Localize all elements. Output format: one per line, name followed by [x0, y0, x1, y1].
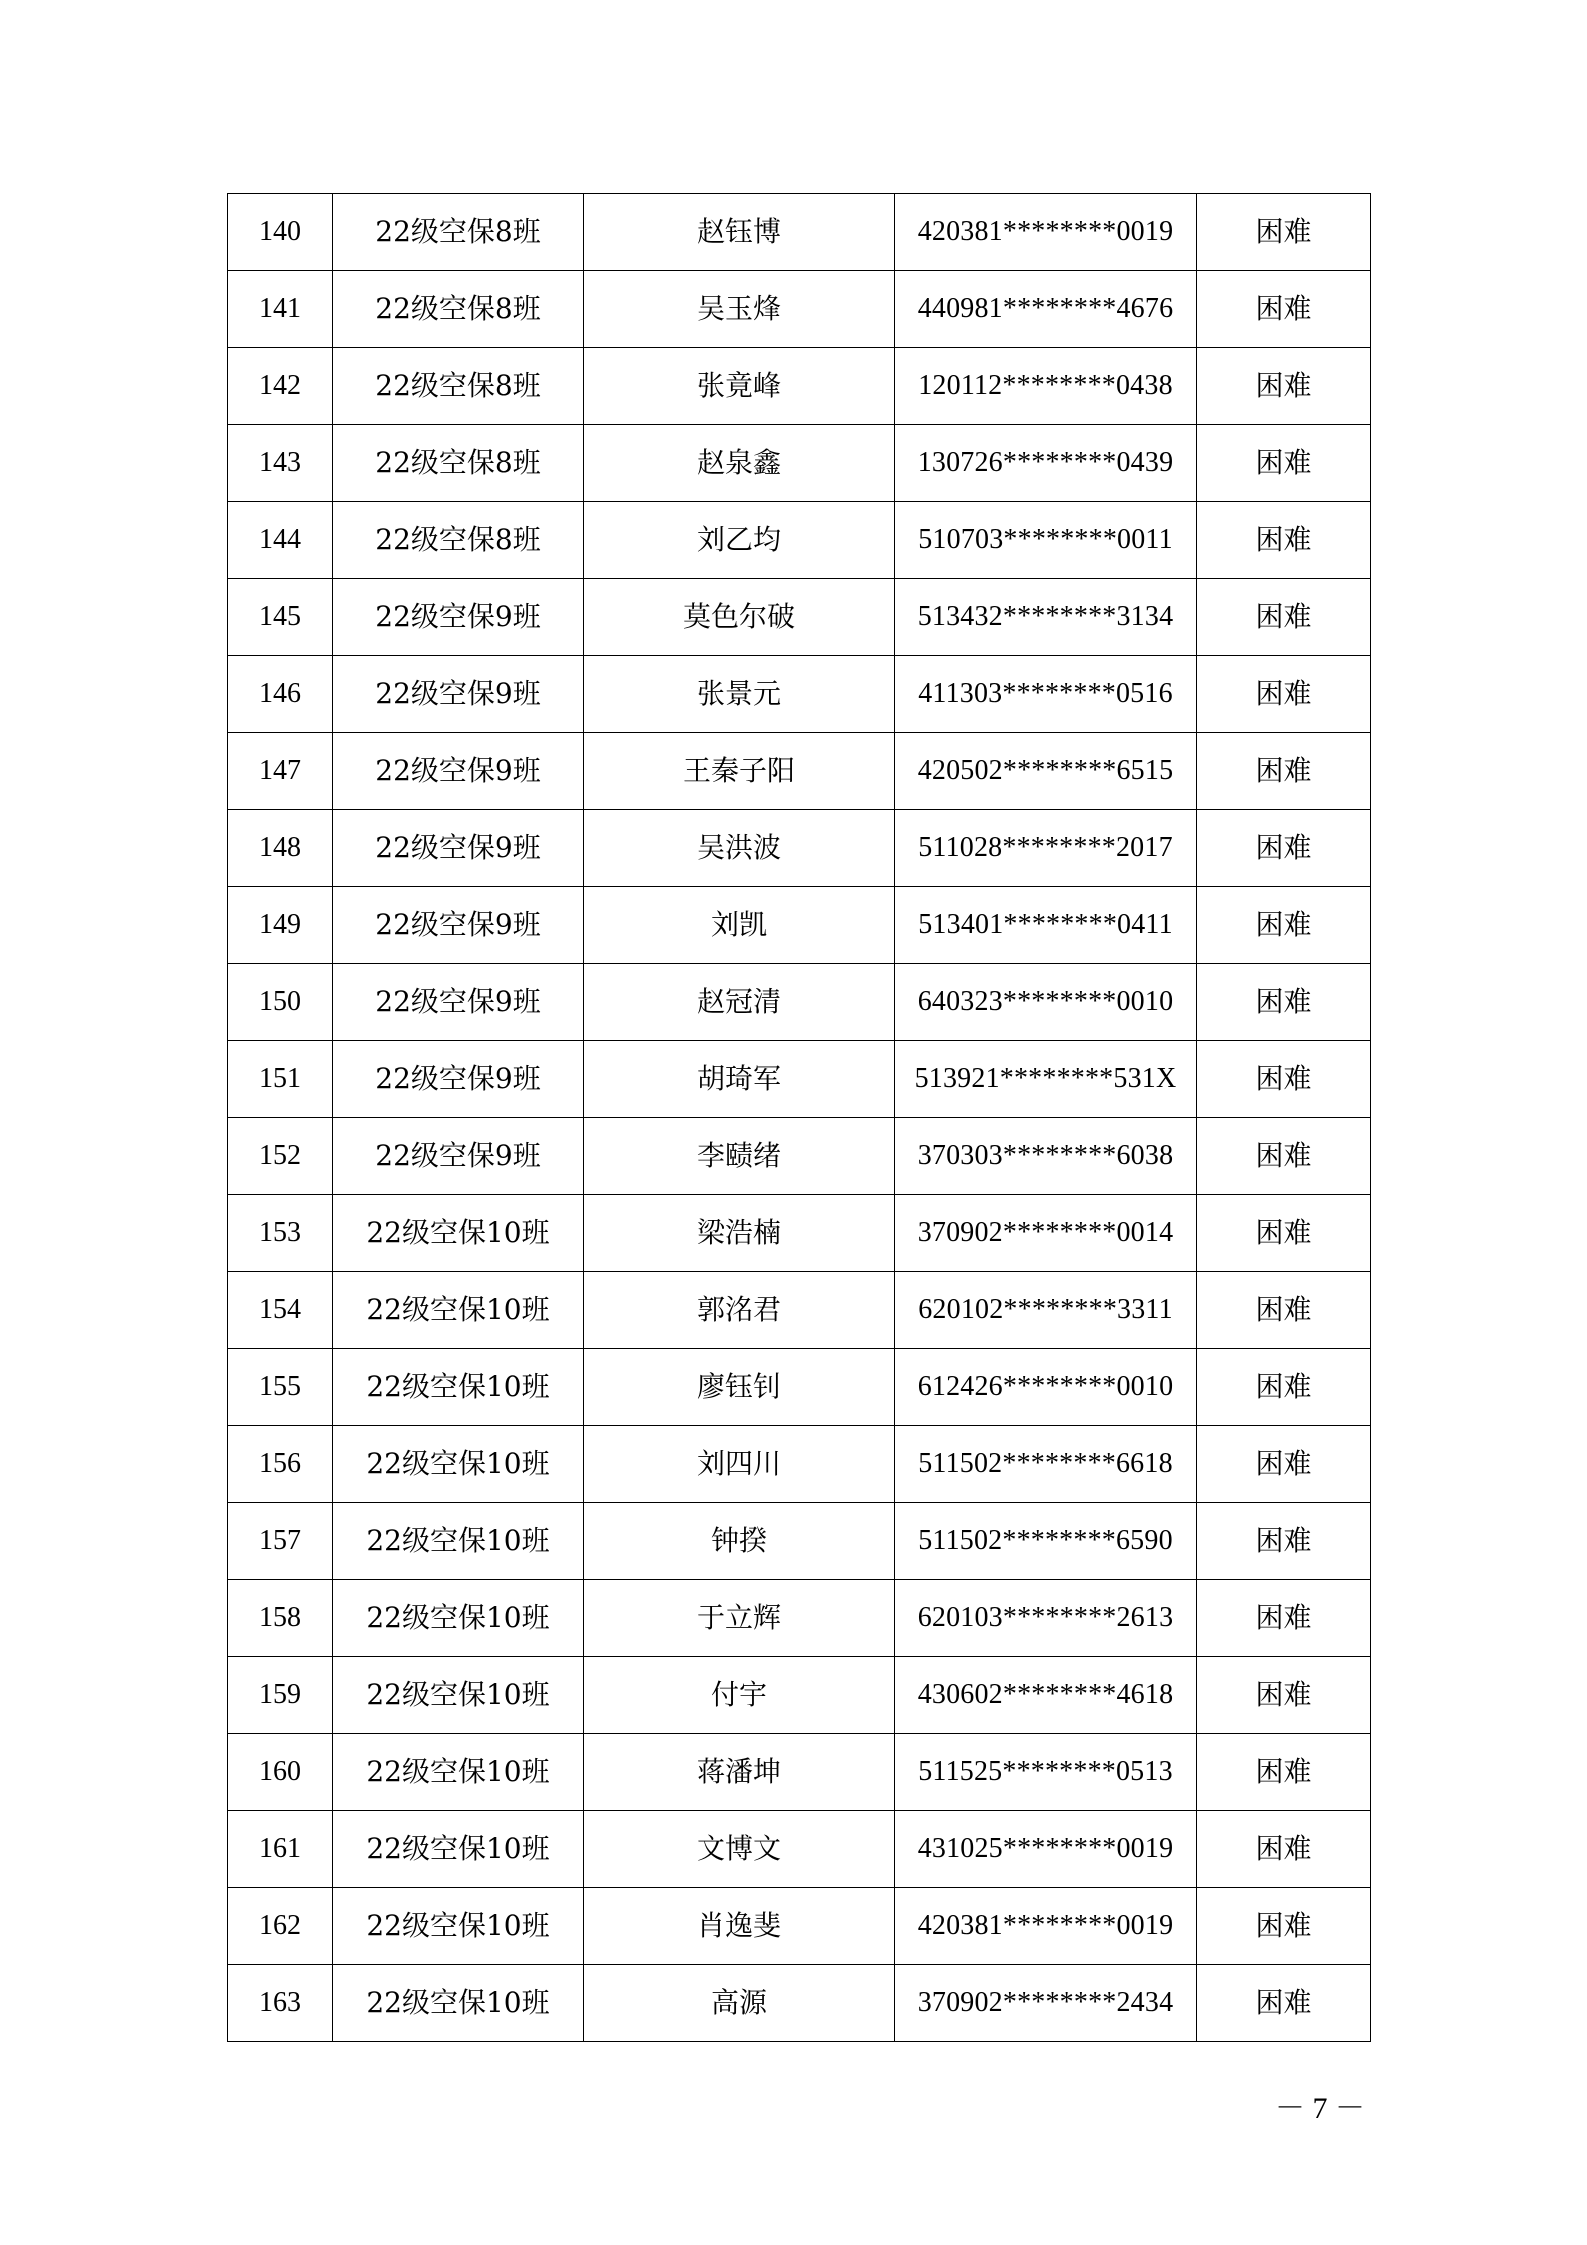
student-name-cell: 梁浩楠 — [584, 1195, 895, 1272]
student-name-cell: 蒋潘坤 — [584, 1734, 895, 1811]
status-cell: 困难 — [1197, 502, 1371, 579]
status-cell: 困难 — [1197, 733, 1371, 810]
row-index-cell: 142 — [228, 348, 333, 425]
status-cell: 困难 — [1197, 1888, 1371, 1965]
table-row — [228, 1811, 1371, 1888]
table-row — [228, 1888, 1371, 1965]
status-cell: 困难 — [1197, 348, 1371, 425]
status-cell: 困难 — [1197, 1811, 1371, 1888]
student-name-cell: 钟揆 — [584, 1503, 895, 1580]
table-row — [228, 1503, 1371, 1580]
student-name-cell: 郭洺君 — [584, 1272, 895, 1349]
row-index-cell: 148 — [228, 810, 333, 887]
student-name-cell: 高源 — [584, 1965, 895, 2042]
class-cell: 22级空保9班 — [333, 810, 584, 887]
id-number-cell: 511028********2017 — [895, 810, 1197, 887]
class-cell: 22级空保8班 — [333, 502, 584, 579]
row-index-cell: 141 — [228, 271, 333, 348]
status-cell: 困难 — [1197, 656, 1371, 733]
table-row — [228, 1965, 1371, 2042]
table-row — [228, 1734, 1371, 1811]
table-row — [228, 194, 1371, 271]
class-cell: 22级空保9班 — [333, 579, 584, 656]
row-index-cell: 153 — [228, 1195, 333, 1272]
student-name-cell: 肖逸斐 — [584, 1888, 895, 1965]
class-cell: 22级空保10班 — [333, 1734, 584, 1811]
row-index-cell: 161 — [228, 1811, 333, 1888]
student-name-cell: 赵冠清 — [584, 964, 895, 1041]
student-name-cell: 胡琦军 — [584, 1041, 895, 1118]
status-cell: 困难 — [1197, 1965, 1371, 2042]
id-number-cell: 640323********0010 — [895, 964, 1197, 1041]
row-index-cell: 160 — [228, 1734, 333, 1811]
id-number-cell: 620102********3311 — [895, 1272, 1197, 1349]
class-cell: 22级空保8班 — [333, 348, 584, 425]
table-row — [228, 964, 1371, 1041]
id-number-cell: 430602********4618 — [895, 1657, 1197, 1734]
student-name-cell: 赵钰博 — [584, 194, 895, 271]
student-name-cell: 莫色尔破 — [584, 579, 895, 656]
class-cell: 22级空保10班 — [333, 1349, 584, 1426]
class-cell: 22级空保9班 — [333, 964, 584, 1041]
student-name-cell: 王秦子阳 — [584, 733, 895, 810]
student-name-cell: 付宇 — [584, 1657, 895, 1734]
table-row — [228, 1657, 1371, 1734]
class-cell: 22级空保8班 — [333, 271, 584, 348]
class-cell: 22级空保10班 — [333, 1272, 584, 1349]
id-number-cell: 420381********0019 — [895, 194, 1197, 271]
id-number-cell: 511502********6590 — [895, 1503, 1197, 1580]
id-number-cell: 420502********6515 — [895, 733, 1197, 810]
id-number-cell: 513921********531X — [895, 1041, 1197, 1118]
id-number-cell: 431025********0019 — [895, 1811, 1197, 1888]
row-index-cell: 145 — [228, 579, 333, 656]
class-cell: 22级空保10班 — [333, 1888, 584, 1965]
row-index-cell: 149 — [228, 887, 333, 964]
class-cell: 22级空保10班 — [333, 1965, 584, 2042]
class-cell: 22级空保9班 — [333, 1041, 584, 1118]
student-name-cell: 吴洪波 — [584, 810, 895, 887]
class-cell: 22级空保10班 — [333, 1811, 584, 1888]
table-row — [228, 1041, 1371, 1118]
student-roster-table — [227, 193, 1371, 2042]
status-cell: 困难 — [1197, 1580, 1371, 1657]
status-cell: 困难 — [1197, 1503, 1371, 1580]
class-cell: 22级空保8班 — [333, 425, 584, 502]
status-cell: 困难 — [1197, 271, 1371, 348]
table-row — [228, 1272, 1371, 1349]
class-cell: 22级空保10班 — [333, 1503, 584, 1580]
row-index-cell: 159 — [228, 1657, 333, 1734]
table-row — [228, 887, 1371, 964]
class-cell: 22级空保8班 — [333, 194, 584, 271]
row-index-cell: 155 — [228, 1349, 333, 1426]
student-name-cell: 刘凯 — [584, 887, 895, 964]
student-name-cell: 文博文 — [584, 1811, 895, 1888]
row-index-cell: 156 — [228, 1426, 333, 1503]
class-cell: 22级空保9班 — [333, 1118, 584, 1195]
status-cell: 困难 — [1197, 1349, 1371, 1426]
student-name-cell: 刘四川 — [584, 1426, 895, 1503]
id-number-cell: 411303********0516 — [895, 656, 1197, 733]
class-cell: 22级空保9班 — [333, 887, 584, 964]
row-index-cell: 152 — [228, 1118, 333, 1195]
table-row — [228, 810, 1371, 887]
class-cell: 22级空保10班 — [333, 1657, 584, 1734]
row-index-cell: 157 — [228, 1503, 333, 1580]
status-cell: 困难 — [1197, 1118, 1371, 1195]
student-name-cell: 李赜绪 — [584, 1118, 895, 1195]
id-number-cell: 513432********3134 — [895, 579, 1197, 656]
row-index-cell: 158 — [228, 1580, 333, 1657]
row-index-cell: 146 — [228, 656, 333, 733]
status-cell: 困难 — [1197, 194, 1371, 271]
id-number-cell: 370303********6038 — [895, 1118, 1197, 1195]
status-cell: 困难 — [1197, 1657, 1371, 1734]
id-number-cell: 612426********0010 — [895, 1349, 1197, 1426]
student-name-cell: 刘乙均 — [584, 502, 895, 579]
status-cell: 困难 — [1197, 810, 1371, 887]
id-number-cell: 420381********0019 — [895, 1888, 1197, 1965]
student-name-cell: 于立辉 — [584, 1580, 895, 1657]
class-cell: 22级空保10班 — [333, 1580, 584, 1657]
row-index-cell: 144 — [228, 502, 333, 579]
row-index-cell: 151 — [228, 1041, 333, 1118]
status-cell: 困难 — [1197, 1272, 1371, 1349]
row-index-cell: 154 — [228, 1272, 333, 1349]
table-row — [228, 1195, 1371, 1272]
student-name-cell: 张竟峰 — [584, 348, 895, 425]
student-name-cell: 赵泉鑫 — [584, 425, 895, 502]
table-row — [228, 1118, 1371, 1195]
table-row — [228, 1426, 1371, 1503]
table-row — [228, 733, 1371, 810]
status-cell: 困难 — [1197, 1734, 1371, 1811]
student-name-cell: 吴玉烽 — [584, 271, 895, 348]
table-row — [228, 348, 1371, 425]
table-row — [228, 656, 1371, 733]
id-number-cell: 120112********0438 — [895, 348, 1197, 425]
id-number-cell: 511525********0513 — [895, 1734, 1197, 1811]
status-cell: 困难 — [1197, 579, 1371, 656]
table-row — [228, 502, 1371, 579]
row-index-cell: 163 — [228, 1965, 333, 2042]
class-cell: 22级空保9班 — [333, 733, 584, 810]
status-cell: 困难 — [1197, 425, 1371, 502]
status-cell: 困难 — [1197, 964, 1371, 1041]
table-row — [228, 425, 1371, 502]
table-row — [228, 271, 1371, 348]
student-name-cell: 廖钰钊 — [584, 1349, 895, 1426]
id-number-cell: 440981********4676 — [895, 271, 1197, 348]
row-index-cell: 143 — [228, 425, 333, 502]
row-index-cell: 147 — [228, 733, 333, 810]
row-index-cell: 162 — [228, 1888, 333, 1965]
id-number-cell: 130726********0439 — [895, 425, 1197, 502]
status-cell: 困难 — [1197, 1041, 1371, 1118]
roster-body — [228, 194, 1371, 2042]
class-cell: 22级空保10班 — [333, 1426, 584, 1503]
id-number-cell: 511502********6618 — [895, 1426, 1197, 1503]
table-row — [228, 1349, 1371, 1426]
id-number-cell: 370902********2434 — [895, 1965, 1197, 2042]
table-row — [228, 579, 1371, 656]
status-cell: 困难 — [1197, 1426, 1371, 1503]
status-cell: 困难 — [1197, 1195, 1371, 1272]
row-index-cell: 140 — [228, 194, 333, 271]
id-number-cell: 510703********0011 — [895, 502, 1197, 579]
student-name-cell: 张景元 — [584, 656, 895, 733]
table-row — [228, 1580, 1371, 1657]
status-cell: 困难 — [1197, 887, 1371, 964]
class-cell: 22级空保10班 — [333, 1195, 584, 1272]
id-number-cell: 620103********2613 — [895, 1580, 1197, 1657]
id-number-cell: 370902********0014 — [895, 1195, 1197, 1272]
id-number-cell: 513401********0411 — [895, 887, 1197, 964]
class-cell: 22级空保9班 — [333, 656, 584, 733]
row-index-cell: 150 — [228, 964, 333, 1041]
page-number: － 7 － — [1275, 2092, 1365, 2125]
